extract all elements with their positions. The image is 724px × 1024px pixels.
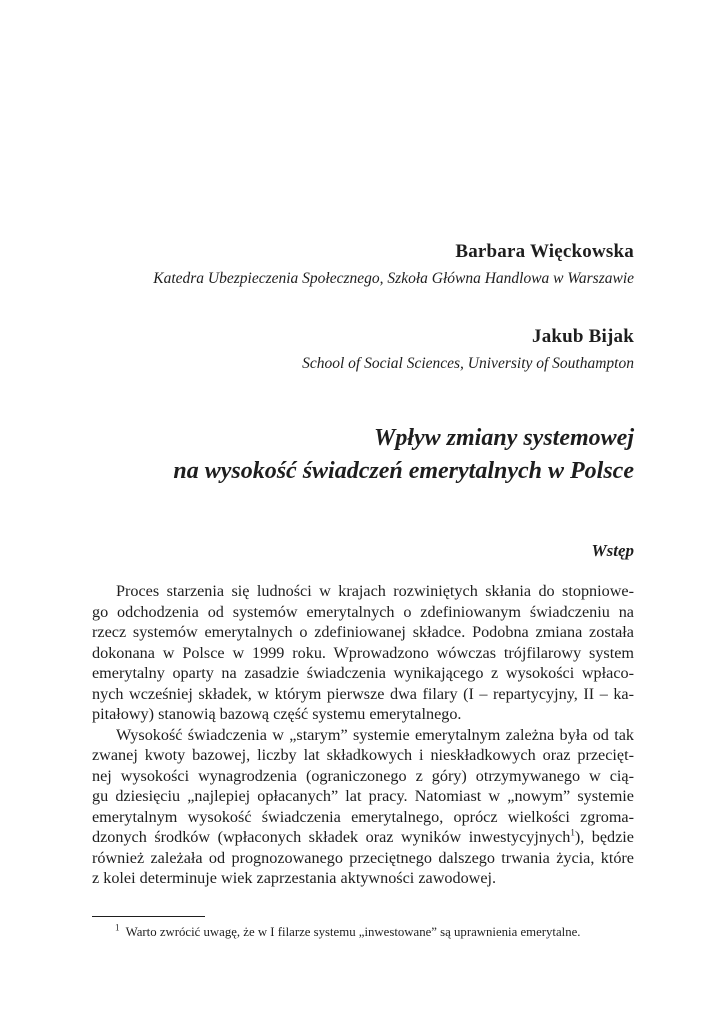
section-heading: Wstęp (591, 541, 634, 560)
paragraph-line: Proces starzenia się ludności w krajach rozwiniętych skłania do stopniowe- (116, 582, 634, 600)
body-paragraph-2 (92, 725, 634, 889)
paragraph-line: gu dziesięciu „najlepiej opłacanych” lat pracy. Natomiast w „nowym” systemie (92, 787, 634, 805)
paragraph-line: nej wysokości wynagrodzenia (ograniczonego z góry) otrzymywanego w cią- (92, 766, 634, 785)
paragraph-line: emerytalny oparty na zasadzie świadczenia wynikającego z wysokości wpłaco- (92, 664, 634, 682)
footnote-number: 1 (115, 922, 120, 933)
footnote (115, 922, 581, 940)
paragraph-line: z kolei determinuje wiek zaprzestania aktywności zawodowej. (92, 869, 497, 887)
line-text: dzonych środków (wpłaconych składek oraz wyników inwestycyjnych (92, 828, 571, 846)
paragraph-line: Wysokość świadczenia w „starym” systemie emerytalnym zależna była od tak (116, 725, 634, 744)
author-name-2: Jakub Bijak (532, 326, 634, 347)
body-paragraph-1 (92, 581, 634, 725)
paragraph-line: emerytalnym wysokość świadczenia emerytalnego, oprócz wielkości zgroma- (92, 807, 634, 826)
footnote-separator (92, 916, 205, 917)
author-affiliation-1: Katedra Ubezpieczenia Społecznego, Szkoła Główna Handlowa w Warszawie (153, 270, 634, 287)
paper-title-line-1: Wpływ zmiany systemowej (374, 425, 634, 451)
footnote-text: Warto zwrócić uwagę, że w I filarze systemu „inwestowane” są uprawnienia emerytalne. (125, 925, 581, 939)
paper-title-line-2: na wysokość świadczeń emerytalnych w Polsce (173, 458, 634, 484)
paragraph-line: zwanej kwoty bazowej, liczby lat składkowych i nieskładkowych oraz przecięt- (92, 746, 634, 764)
paragraph-line: pitałowy) stanowią bazową część systemu emerytalnego. (92, 705, 462, 723)
line-text-tail: ), będzie (574, 828, 634, 846)
author-affiliation-2: School of Social Sciences, University of Southampton (302, 355, 634, 372)
author-name-1: Barbara Więckowska (455, 241, 634, 262)
paragraph-line: dokonana w Polsce w 1999 roku. Wprowadzono wówczas trójfilarowy system (92, 643, 634, 662)
paragraph-line: rzecz systemów emerytalnych o zdefiniowanej składce. Podobna zmiana została (92, 623, 634, 641)
paragraph-line: nych wcześniej składek, w którym pierwsze dwa filary (I – repartycyjny, II – ka- (92, 684, 634, 703)
paragraph-line: go odchodzenia od systemów emerytalnych o zdefiniowanym świadczeniu na (92, 602, 634, 621)
paragraph-line-with-footnote (92, 827, 634, 848)
paragraph-line: również zależała od prognozowanego przeciętnego dalszego trwania życia, które (92, 848, 634, 867)
footnote-reference[interactable]: 1 (570, 827, 575, 838)
